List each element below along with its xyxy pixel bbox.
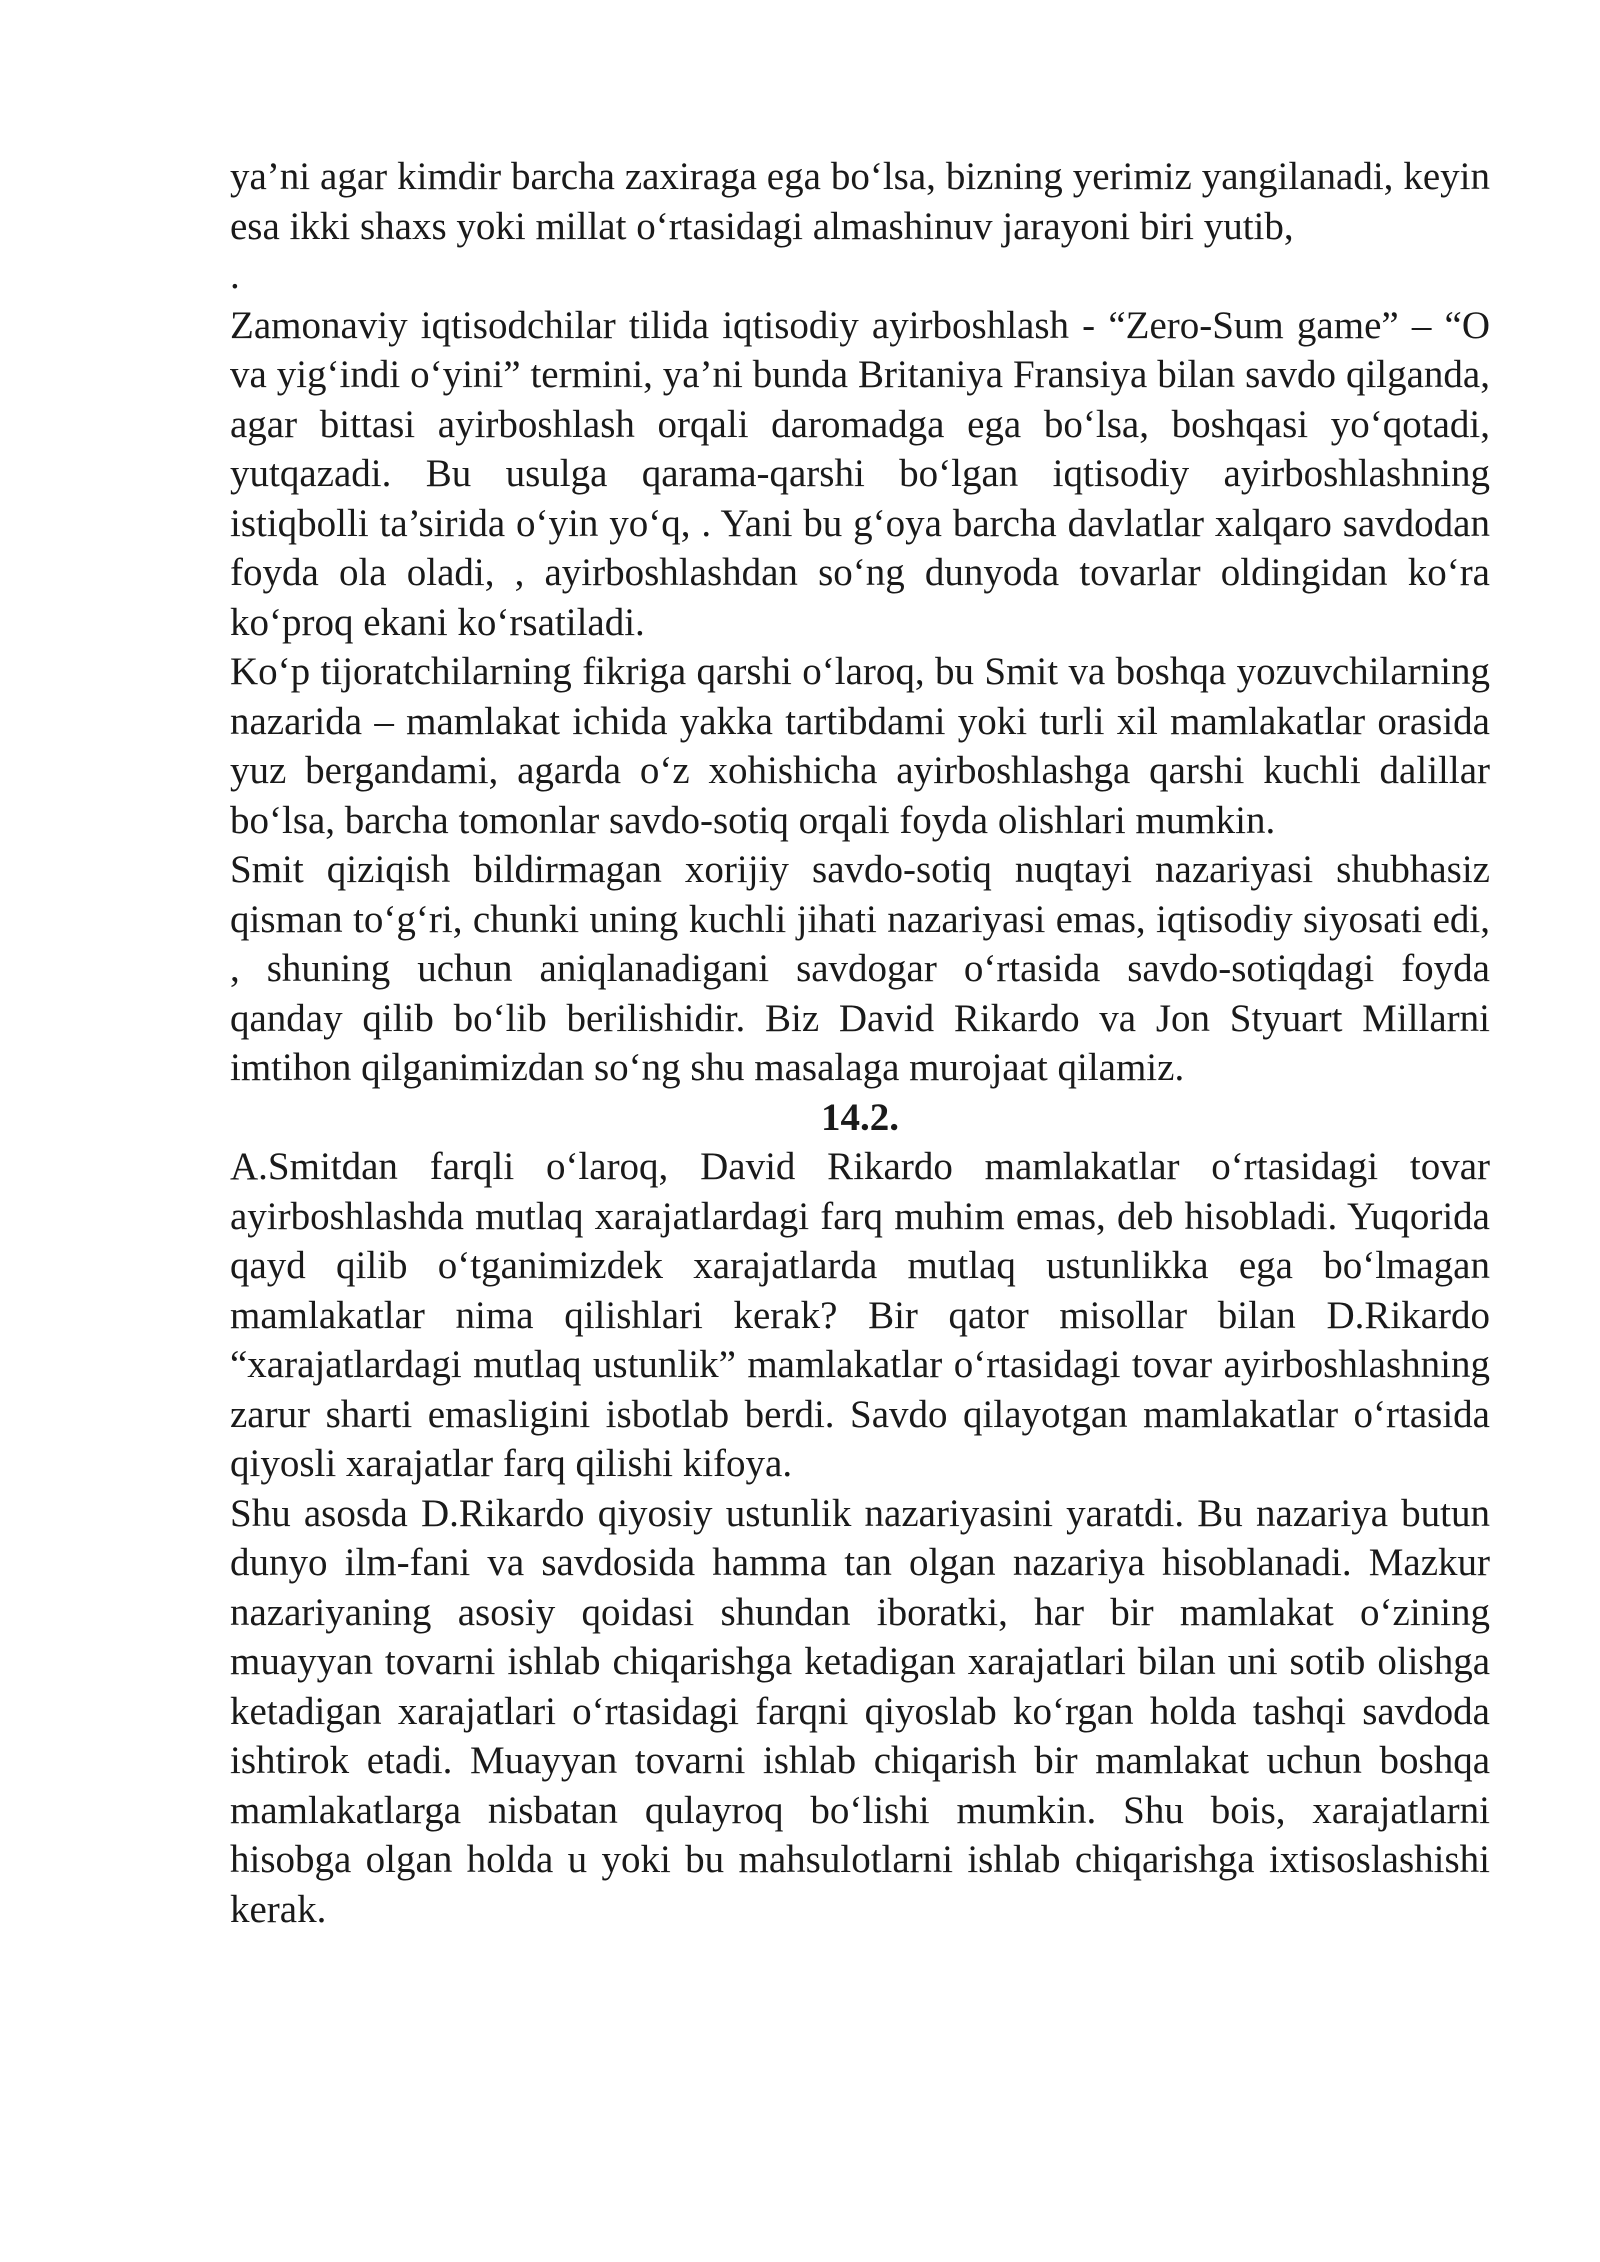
paragraph-merchants: Ko‘p tijoratchilarning fikriga qarshi o‘laroq, bu Smit va boshqa yozuvchilarning nazarida – mamlakat ichida yakka tartibdami yoki turli xil mamlakatlar orasida yuz bergandami, agarda o‘z xohishicha ayirboshlashga qarshi kuchli dalillar bo‘lsa, barcha tomonlar savdo-sotiq orqali foyda olishlari mumkin.: [230, 650, 1490, 842]
section-heading: 14.2.: [821, 1095, 899, 1139]
paragraph-ricardo: A.Smitdan farqli o‘laroq, David Rikardo mamlakatlar o‘rtasidagi tovar ayirboshlashda mutlaq xarajatlardagi farq muhim emas, deb hisobladi. Yuqorida qayd qilib o‘tganimizdek xarajatlarda mutlaq ustunlikka ega bo‘lmagan mamlakatlar nima qilishlari kerak? Bir qator misollar bilan D.Rikardo “xarajatlardagi mutlaq ustunlik” mamlakatlar o‘rtasidagi tovar ayirboshlashning zarur sharti emasligini isbotlab berdi. Savdo qilayotgan mamlakatlar o‘rtasida qiyosli xarajatlar farq qilishi kifoya.: [230, 1145, 1490, 1485]
paragraph-zero-sum: Zamonaviy iqtisodchilar tilida iqtisodiy ayirboshlash - “Zero-Sum game” – “O va yig‘indi o‘yini” termini, ya’ni bunda Britaniya Fransiya bilan savdo qilganda, agar bittasi ayirboshlash orqali daromadga ega bo‘lsa, boshqasi yo‘qotadi, yutqazadi. Bu usulga qarama-qarshi bo‘lgan iqtisodiy ayirboshlashning istiqbolli ta’sirida o‘yin yo‘q, . Yani bu g‘oya barcha davlatlar xalqaro savdodan foyda ola oladi, , ayirboshlashdan so‘ng dunyoda tovarlar oldingidan ko‘ra ko‘proq ekani ko‘rsatiladi.: [230, 303, 1490, 644]
paragraph-intro: ya’ni agar kimdir barcha zaxiraga ega bo‘lsa, bizning yerimiz yangilanadi, keyin esa ikki shaxs yoki millat o‘rtasidagi almashinuv jarayoni biri yutib,: [230, 155, 1490, 248]
paragraph-comparative-advantage: Shu asosda D.Rikardo qiyosiy ustunlik nazariyasini yaratdi. Bu nazariya butun dunyo ilm-fani va savdosida hamma tan olgan nazariya hisoblanadi. Mazkur nazariyaning asosiy qoidasi shundan iboratki, har bir mamlakat o‘zining muayyan tovarni ishlab chiqarishga ketadigan xarajatlari bilan uni sotib olishga ketadigan xarajatlari o‘rtasidagi farqni qiyoslab ko‘rgan holda tashqi savdoda ishtirok etadi. Muayyan tovarni ishlab chiqarish bir mamlakat uchun boshqa mamlakatlarga nisbatan qulayroq bo‘lishi mumkin. Shu bois, xarajatlarni hisobga olgan holda u yoki bu mahsulotlarni ishlab chiqarishga ixtisoslashishi kerak.: [230, 1491, 1490, 1931]
document-body: [230, 152, 1490, 1934]
paragraph-smith-trade: Smit qiziqish bildirmagan xorijiy savdo-sotiq nuqtayi nazariyasi shubhasiz qisman to‘g‘ri, chunki uning kuchli jihati nazariyasi emas, iqtisodiy siyosati edi, , shuning uchun aniqlanadigani savdogar o‘rtasida savdo-sotiqdagi foyda qanday qilib bo‘lib berilishidir. Biz David Rikardo va Jon Styuart Millarni imtihon qilganimizdan so‘ng shu masalaga murojaat qilamiz.: [230, 848, 1490, 1089]
paragraph-dot: .: [230, 254, 240, 297]
